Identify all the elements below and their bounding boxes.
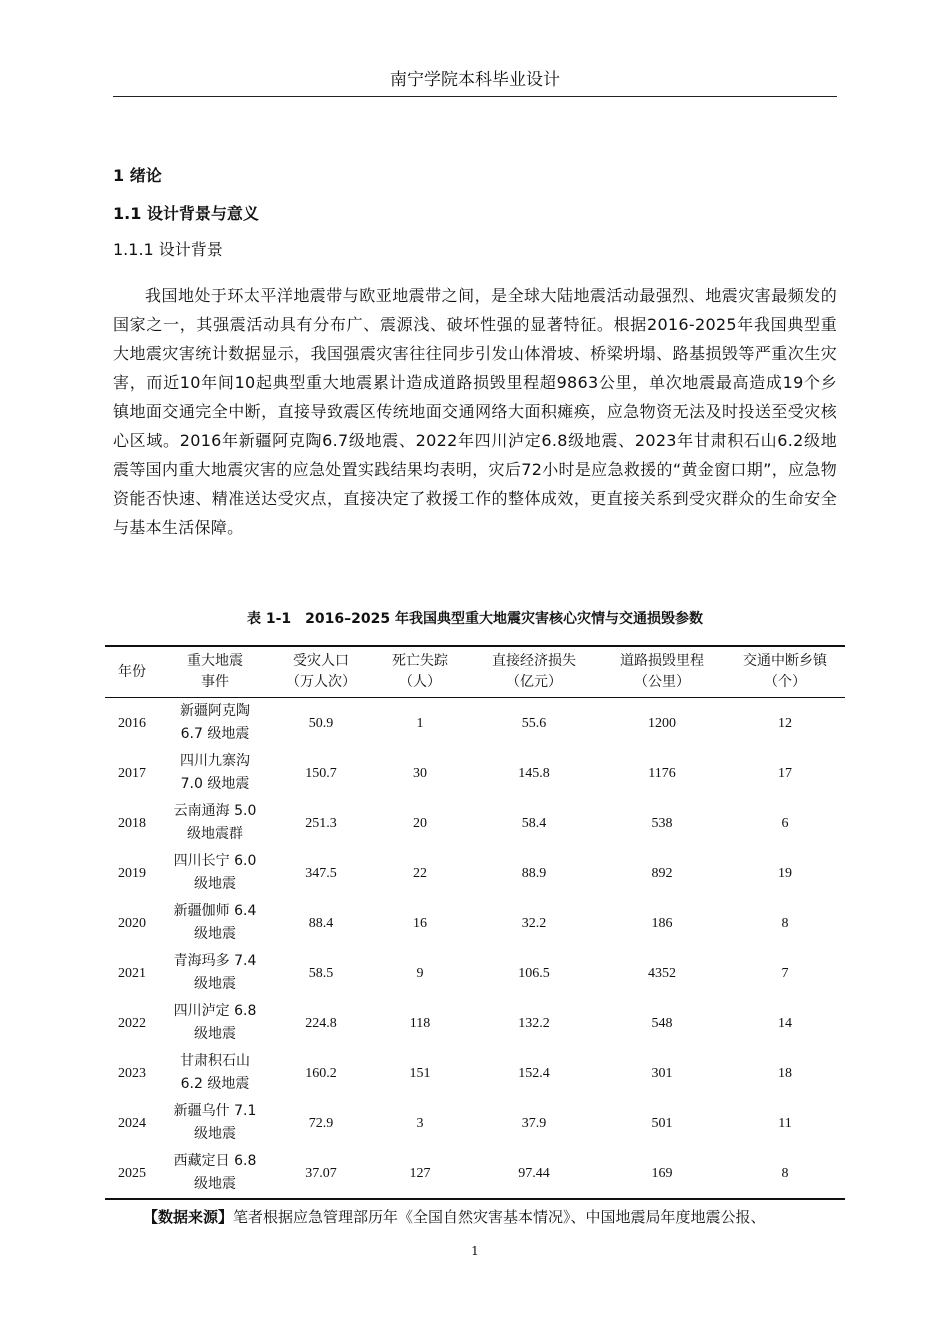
table-header-text: （万人次） [286, 674, 356, 690]
year-cell: 2021 [118, 965, 146, 981]
affected-population-cell: 58.5 [308, 965, 334, 981]
event-name-line: 四川泸定 6.8 [173, 1003, 257, 1019]
event-name-line: 7.0 级地震 [180, 776, 250, 792]
event-name-line: 青海玛多 7.4 [173, 953, 257, 969]
chapter-heading: 1 绪论 [113, 166, 162, 185]
casualties-cell: 16 [413, 915, 427, 931]
table-header-text: （亿元） [506, 674, 562, 690]
towns-cut-off-cell: 8 [781, 915, 789, 931]
affected-population-cell: 72.9 [308, 1115, 334, 1131]
event-cell [159, 898, 271, 948]
table-row [105, 1048, 845, 1098]
event-name-line: 四川九寨沟 [180, 753, 250, 769]
event-name-line: 级地震 [194, 976, 236, 992]
event-name-line: 甘肃积石山 [180, 1053, 250, 1069]
event-name-line: 6.7 级地震 [180, 726, 250, 742]
event-cell [159, 998, 271, 1048]
event-cell [159, 948, 271, 998]
event-name-line: 四川长宁 6.0 [173, 853, 257, 869]
data-source-note [113, 1205, 837, 1229]
table-header-text: 事件 [201, 674, 229, 690]
affected-population-cell: 160.2 [305, 1065, 337, 1081]
table-header-cell [725, 646, 845, 698]
towns-cut-off-cell: 18 [778, 1065, 792, 1081]
affected-population-cell: 347.5 [305, 865, 337, 881]
towns-cut-off-cell: 8 [781, 1165, 789, 1181]
header-divider [113, 96, 837, 97]
economic-loss-cell: 106.5 [518, 965, 550, 981]
table-header-text: 死亡失踪 [392, 653, 448, 669]
towns-cut-off-cell: 7 [781, 965, 789, 981]
event-name-line: 级地震 [194, 1176, 236, 1192]
earthquake-data-table [105, 645, 845, 1200]
year-cell: 2023 [118, 1065, 146, 1081]
table-row [105, 798, 845, 848]
road-damage-cell: 548 [651, 1015, 673, 1031]
table-row [105, 748, 845, 798]
road-damage-cell: 892 [651, 865, 673, 881]
casualties-cell: 151 [409, 1065, 431, 1081]
event-name-line: 新疆伽师 6.4 [173, 903, 257, 919]
economic-loss-cell: 132.2 [518, 1015, 550, 1031]
event-name-line: 级地震 [194, 876, 236, 892]
event-name-line: 级地震 [194, 926, 236, 942]
road-damage-cell: 538 [651, 815, 673, 831]
towns-cut-off-cell: 17 [778, 765, 792, 781]
road-damage-cell: 501 [651, 1115, 673, 1131]
table-header-cell [159, 646, 271, 698]
affected-population-cell: 50.9 [308, 715, 334, 731]
road-damage-cell: 1200 [648, 715, 676, 731]
table-header-cell [105, 646, 159, 698]
affected-population-cell: 150.7 [305, 765, 337, 781]
event-cell [159, 1148, 271, 1199]
event-cell [159, 1098, 271, 1148]
economic-loss-cell: 55.6 [521, 715, 547, 731]
event-name-line: 6.2 级地震 [180, 1076, 250, 1092]
table-header-row [105, 646, 845, 698]
table-header-text: 交通中断乡镇 [743, 653, 827, 669]
road-damage-cell: 1176 [648, 765, 676, 781]
towns-cut-off-cell: 19 [778, 865, 792, 881]
table-header-text: 道路损毁里程 [620, 653, 704, 669]
economic-loss-cell: 32.2 [521, 915, 547, 931]
table-body [105, 698, 845, 1200]
page-number: 1 [471, 1244, 479, 1258]
economic-loss-cell: 97.44 [518, 1165, 550, 1181]
towns-cut-off-cell: 14 [778, 1015, 792, 1031]
event-name-line: 新疆阿克陶 [180, 703, 250, 719]
affected-population-cell: 88.4 [308, 915, 334, 931]
table-header-text: 直接经济损失 [492, 653, 576, 669]
year-cell: 2019 [118, 865, 146, 881]
event-name-line: 级地震 [194, 1026, 236, 1042]
table-row [105, 698, 845, 749]
towns-cut-off-cell: 6 [781, 815, 789, 831]
road-damage-cell: 186 [651, 915, 673, 931]
event-cell [159, 748, 271, 798]
page-header: 南宁学院本科毕业设计 [390, 70, 560, 90]
table-row [105, 898, 845, 948]
table-header-text: （公里） [634, 674, 690, 690]
casualties-cell: 118 [409, 1015, 431, 1031]
event-name-line: 云南通海 5.0 [173, 803, 257, 819]
casualties-cell: 3 [416, 1115, 424, 1131]
towns-cut-off-cell: 12 [778, 715, 792, 731]
economic-loss-cell: 152.4 [518, 1065, 550, 1081]
event-name-line: 级地震群 [187, 826, 243, 842]
year-cell: 2016 [118, 715, 146, 731]
casualties-cell: 1 [416, 715, 424, 731]
towns-cut-off-cell: 11 [778, 1115, 792, 1131]
road-damage-cell: 301 [651, 1065, 673, 1081]
economic-loss-cell: 145.8 [518, 765, 550, 781]
table-row [105, 1148, 845, 1199]
casualties-cell: 20 [413, 815, 427, 831]
subsection-heading: 1.1.1 设计背景 [113, 240, 223, 259]
event-cell [159, 1048, 271, 1098]
event-name-line: 级地震 [194, 1126, 236, 1142]
year-cell: 2022 [118, 1015, 146, 1031]
table-row [105, 998, 845, 1048]
table-header-cell [599, 646, 725, 698]
year-cell: 2020 [118, 915, 146, 931]
event-name-line: 西藏定日 6.8 [173, 1153, 257, 1169]
data-source-label: 【数据来源】 [143, 1208, 234, 1226]
casualties-cell: 9 [416, 965, 424, 981]
economic-loss-cell: 37.9 [521, 1115, 547, 1131]
table-header-cell [371, 646, 469, 698]
road-damage-cell: 4352 [648, 965, 676, 981]
year-cell: 2024 [118, 1115, 146, 1131]
table-header-text: 受灾人口 [293, 653, 349, 669]
economic-loss-cell: 58.4 [521, 815, 547, 831]
table-header-text: 重大地震 [187, 653, 243, 669]
section-heading: 1.1 设计背景与意义 [113, 204, 259, 223]
casualties-cell: 30 [413, 765, 427, 781]
affected-population-cell: 224.8 [305, 1015, 337, 1031]
table-row [105, 1098, 845, 1148]
event-cell [159, 848, 271, 898]
table-row [105, 948, 845, 998]
table-header-cell [469, 646, 599, 698]
table-caption: 表 1-1 2016–2025 年我国典型重大地震灾害核心灾情与交通损毁参数 [247, 611, 703, 627]
table-header-text: （人） [399, 674, 441, 690]
event-cell [159, 698, 271, 749]
body-paragraph: 我国地处于环太平洋地震带与欧亚地震带之间，是全球大陆地震活动最强烈、地震灾害最频发的国家之一，其强震活动具有分布广、震源浅、破坏性强的显著特征。根据2016-2025年我国典型重大地震灾害统计数据显示，我国强震灾害往往同步引发山体滑坡、桥梁坍塌、路基损毁等严重次生灾害，而近10年间10起典型重大地震累计造成道路损毁里程超9863公里，单次地震最高造成19个乡镇地面交通完全中断，直接导致震区传统地面交通网络大面积瘫痪，应急物资无法及时投送至受灾核心区域。2016年新疆阿克陶6.7级地震、2022年四川泸定6.8级地震、2023年甘肃积石山6.2级地震等国内重大地震灾害的应急处置实践结果均表明，灾后72小时是应急救援的“黄金窗口期”，应急物资能否快速、精准送达受灾点，直接决定了救援工作的整体成效，更直接关系到受灾群众的生命安全与基本生活保障。 [113, 286, 837, 537]
table-header-text: 年份 [118, 663, 146, 680]
event-cell [159, 798, 271, 848]
year-cell: 2025 [118, 1165, 146, 1181]
economic-loss-cell: 88.9 [521, 865, 547, 881]
table-header-cell [271, 646, 371, 698]
year-cell: 2018 [118, 815, 146, 831]
road-damage-cell: 169 [651, 1165, 673, 1181]
affected-population-cell: 37.07 [305, 1165, 337, 1181]
year-cell: 2017 [118, 765, 146, 781]
casualties-cell: 22 [413, 865, 427, 881]
casualties-cell: 127 [409, 1165, 431, 1181]
table-row [105, 848, 845, 898]
affected-population-cell: 251.3 [305, 815, 337, 831]
event-name-line: 新疆乌什 7.1 [173, 1103, 257, 1119]
table-header-text: （个） [764, 674, 806, 690]
data-source-text: 笔者根据应急管理部历年《全国自然灾害基本情况》、中国地震局年度地震公报、 [233, 1208, 766, 1226]
